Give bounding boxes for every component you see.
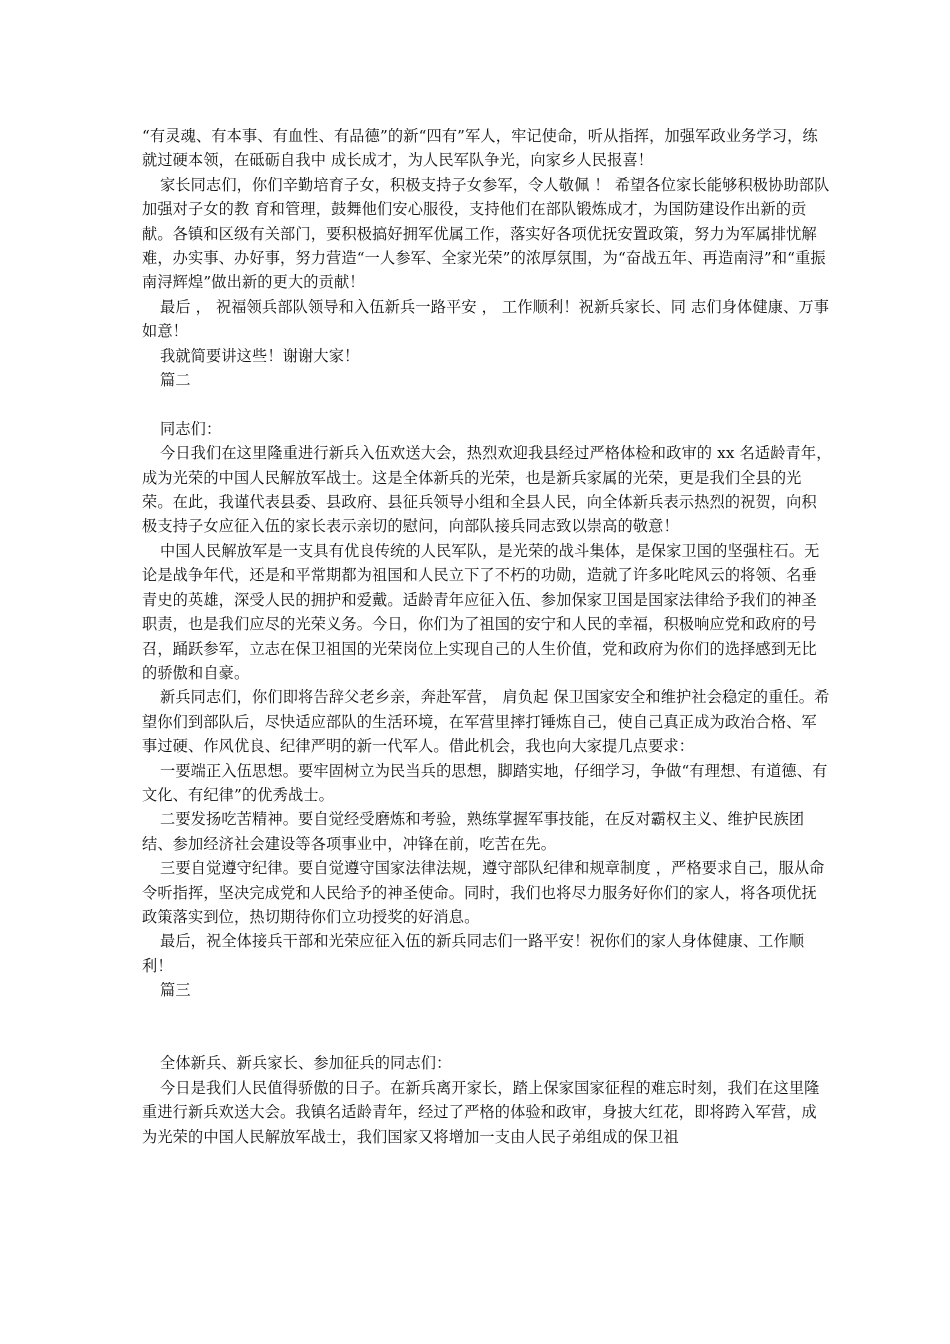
paragraph-5: 今日我们在这里隆重进行新兵入伍欢送大会，热烈欢迎我县经过严格体检和政审的 xx 名适龄青年，成为光荣的中国人民解放军战士。这是全体新兵的光荣，也是新兵家属的光荣，更是我们全县的光荣。在此，我谨代表县委、县政府、县征兵领导小组和全县人民，向全体新兵表示热烈的祝贺，向积极支持子女应征入伍的家长表示亲切的慰问，向部队接兵同志致以崇高的敬意！	[142, 444, 832, 536]
paragraph-11: 最后，祝全体接兵干部和光荣应征入伍的新兵同志们一路平安！祝你们的家人身体健康、工作顺利！	[142, 932, 805, 975]
paragraph-8: 一要端正入伍思想。要牢固树立为民当兵的思想，脚踏实地，仔细学习，争做“有理想、有道德、有文化、有纪律”的优秀战士。	[142, 761, 828, 804]
section-heading-2: 篇二	[160, 371, 191, 390]
paragraph-7: 新兵同志们，你们即将告辞父老乡亲，奔赴军营， 肩负起 保卫国家安全和维护社会稳定的重任。希望你们到部队后，尽快适应部队的生活环境，在军营里摔打锤炼自己，使自己真正成为政治合格、军事过硬、作风优良、纪律严明的新一代军人。借此机会，我也向大家提几点要求：	[142, 688, 830, 756]
paragraph-12: 今日是我们人民值得骄傲的日子。在新兵离开家长，踏上保家国家征程的难忘时刻，我们在这里隆重进行新兵欢送大会。我镇名适龄青年，经过了严格的体验和政审，身披大红花，即将跨入军营，成为光荣的中国人民解放军战士，我们国家又将增加一支由人民子弟组成的保卫祖	[142, 1078, 820, 1146]
paragraph-1: “有灵魂、有本事、有血性、有品德”的新“四有”军人，牢记使命，听从指挥，加强军政业务学习，练就过硬本领，在砥砺自我中 成长成才，为人民军队争光，向家乡人民报喜！	[142, 127, 818, 170]
salutation-2: 同志们：	[160, 419, 222, 438]
blank-line	[142, 1003, 832, 1052]
paragraph-10: 三要自觉遵守纪律。要自觉遵守国家法律法规，遵守部队纪律和规章制度 ，严格要求自己，服从命令听指挥，坚决完成党和人民给予的神圣使命。同时，我们也将尽力服务好你们的家人，将各项优抚政策落实到位，热切期待你们立功授奖的好消息。	[142, 859, 825, 926]
salutation-3: 全体新兵、新兵家长、参加征兵的同志们：	[160, 1054, 452, 1073]
paragraph-9: 二要发扬吃苦精神。要自觉经受磨炼和考验，熟练掌握军事技能，在反对霸权主义、维护民族团结、参加经济社会建设等各项事业中，冲锋在前，吃苦在先。	[142, 810, 805, 853]
paragraph-2: 家长同志们，你们辛勤培育子女，积极支持子女参军，令人敬佩 ！ 希望各位家长能够积极协助部队加强对子女的教 育和管理，鼓舞他们安心服役，支持他们在部队锻炼成才，为国防建设作出新的贡献。各镇和区级有关部门，要积极搞好拥军优属工作，落实好各项优抚安置政策，努力为军属排忧解难，办实事、办好事，努力营造“一人参军、全家光荣”的浓厚氛围，为“奋战五年、再造南浔”和“重振南浔辉煌”做出新的更大的贡献！	[142, 175, 830, 292]
section-heading-3: 篇三	[160, 981, 191, 1000]
paragraph-3: 最后 ， 祝福领兵部队领导和入伍新兵一路平安 ， 工作顺利！祝新兵家长、同 志们身体健康、万事如意！	[142, 297, 830, 341]
paragraph-6: 中国人民解放军是一支具有优良传统的人民军队，是光荣的战斗集体，是保家卫国的坚强柱石。无论是战争年代，还是和平常期都为祖国和人民立下了不朽的功勋，造就了许多叱咤风云的将领、名垂青史的英雄，深受人民的拥护和爱戴。适龄青年应征入伍、参加保家卫国是国家法律给予我们的神圣职责，也是我们应尽的光荣义务。今日，你们为了祖国的安宁和人民的幸福，积极响应党和政府的号召，踊跃参军，立志在保卫祖国的光荣岗位上实现自己的人生价值，党和政府为你们的选择感到无比的骄傲和自豪。	[142, 541, 820, 682]
paragraph-4: 我就简要讲这些！谢谢大家！	[160, 346, 360, 365]
document-body	[142, 124, 832, 1149]
blank-line	[142, 392, 832, 416]
